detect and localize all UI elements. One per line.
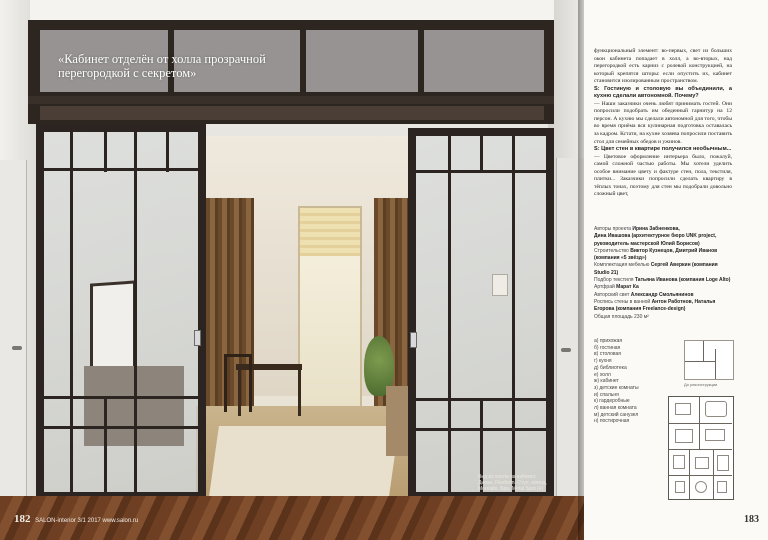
legend-item: л) ванная комната — [594, 405, 637, 412]
photo-caption: Вид из холла на кабинет. Диван, Flexform. Стул, комод, Morelato. Бра, Metal Spot (4) — [478, 474, 547, 492]
legend-item: з) детские комнаты — [594, 384, 639, 391]
floorplan-after — [668, 396, 734, 500]
legend-item: м) детский санузел — [594, 411, 639, 418]
footer-text: SALON-interior 3/1 2017 www.salon.ru — [35, 518, 139, 524]
left-footer — [14, 513, 214, 527]
credit-line: Подбор текстиля Татьяна Иванова (компания Loge Alto) — [594, 277, 731, 284]
legend-item: в) столовая — [594, 351, 621, 358]
legend-item: а) прихожая — [594, 338, 623, 344]
interview-question: S: Цвет стен в квартире получился необычным... — [594, 146, 732, 153]
article-body — [594, 48, 732, 199]
legend-item: к) гардеробные — [594, 398, 630, 405]
floorplan-before — [684, 340, 734, 380]
credit-line: Авторский свет Александр Смольянинов — [594, 291, 694, 298]
interview-question: S: Гостиную и столовую вы объединили, а кухню сделали автономной. Почему? — [594, 85, 732, 100]
credit-line: Комплектация мебелью Сергей Аверкин (компания Studio 21) — [594, 262, 718, 276]
credit-line: Дина Ивашова (архитектурное бюро UNK project, руководитель мастерской Юлий Борисов) — [594, 233, 717, 247]
left-door — [0, 160, 27, 500]
legend-item: ж) кабинет — [594, 378, 619, 385]
body-paragraph: функциональный элемент: во-первых, свет из больших окон кабинета попадает в холл, а во-вторых, над перегородкой есть карниз с ролевой конструкцией, на который крепятся шторы: если опустить их, кабинет становится изолированным пространством. — [594, 48, 732, 85]
mirror — [90, 280, 136, 379]
roman-blind — [300, 208, 360, 256]
pull-quote: «Кабинет отделён от холла прозрачной перегородкой с секретом» — [58, 52, 266, 80]
page-number-right: 183 — [744, 514, 759, 525]
legend-item: е) холл — [594, 371, 611, 378]
credit-line: Общая площадь 230 м² — [594, 313, 649, 320]
left-door-handle — [194, 330, 201, 346]
body-paragraph: — Цветовое оформление интерьера было, пожалуй, самой сложной частью работы. Мы хотели уделить особое внимание цвету и фактуре стен, пола, текстиля, плитки... Заказчики попросили сделать квартиру в тёплых тонах, поэтому для стен мы подобрали довольно сложный цвет, — [594, 153, 732, 198]
legend-item: г) кухня — [594, 358, 612, 365]
legend-item: б) гостиная — [594, 344, 621, 351]
credit-line: Артфрай Марат Ка — [594, 284, 639, 291]
study-room — [196, 136, 414, 502]
text-page — [584, 0, 768, 540]
credit-line: Строительство Виктор Кузнецов, Дмитрий Иванов (компания «5 звёзд») — [594, 247, 718, 262]
credit-line: Авторы проекта Ирина Забненкова, — [594, 226, 680, 232]
credit-line: Роспись стены в ванной Антон Работнов, Наталья Егорова (компания Freelance-design) — [594, 298, 716, 313]
chair — [224, 354, 252, 412]
project-credits — [594, 226, 734, 321]
body-paragraph: — Наши заказчики очень любят принимать гостей. Они попросили подобрать им обеденный гарнитур на 12 персон. А кухню мы сделали автономной для того, чтобы во время приёма вся кулинарная подготовка оставалась за кадром. Кстати, на кухне хозяева попросили поставить стол для семейных обедов и ужинов. — [594, 100, 732, 145]
right-door-handle — [410, 332, 417, 348]
rug — [209, 426, 399, 496]
legend-item: н) постирочная — [594, 418, 630, 425]
ceiling — [30, 0, 554, 22]
legend-item: д) библиотека — [594, 364, 627, 371]
floorplan-legend — [594, 338, 664, 425]
wall-sconce — [492, 274, 508, 296]
floorplan-before-label: До реконструкции — [684, 382, 718, 387]
page-number-left: 182 — [14, 513, 31, 525]
legend-item: и) спальня — [594, 391, 619, 398]
